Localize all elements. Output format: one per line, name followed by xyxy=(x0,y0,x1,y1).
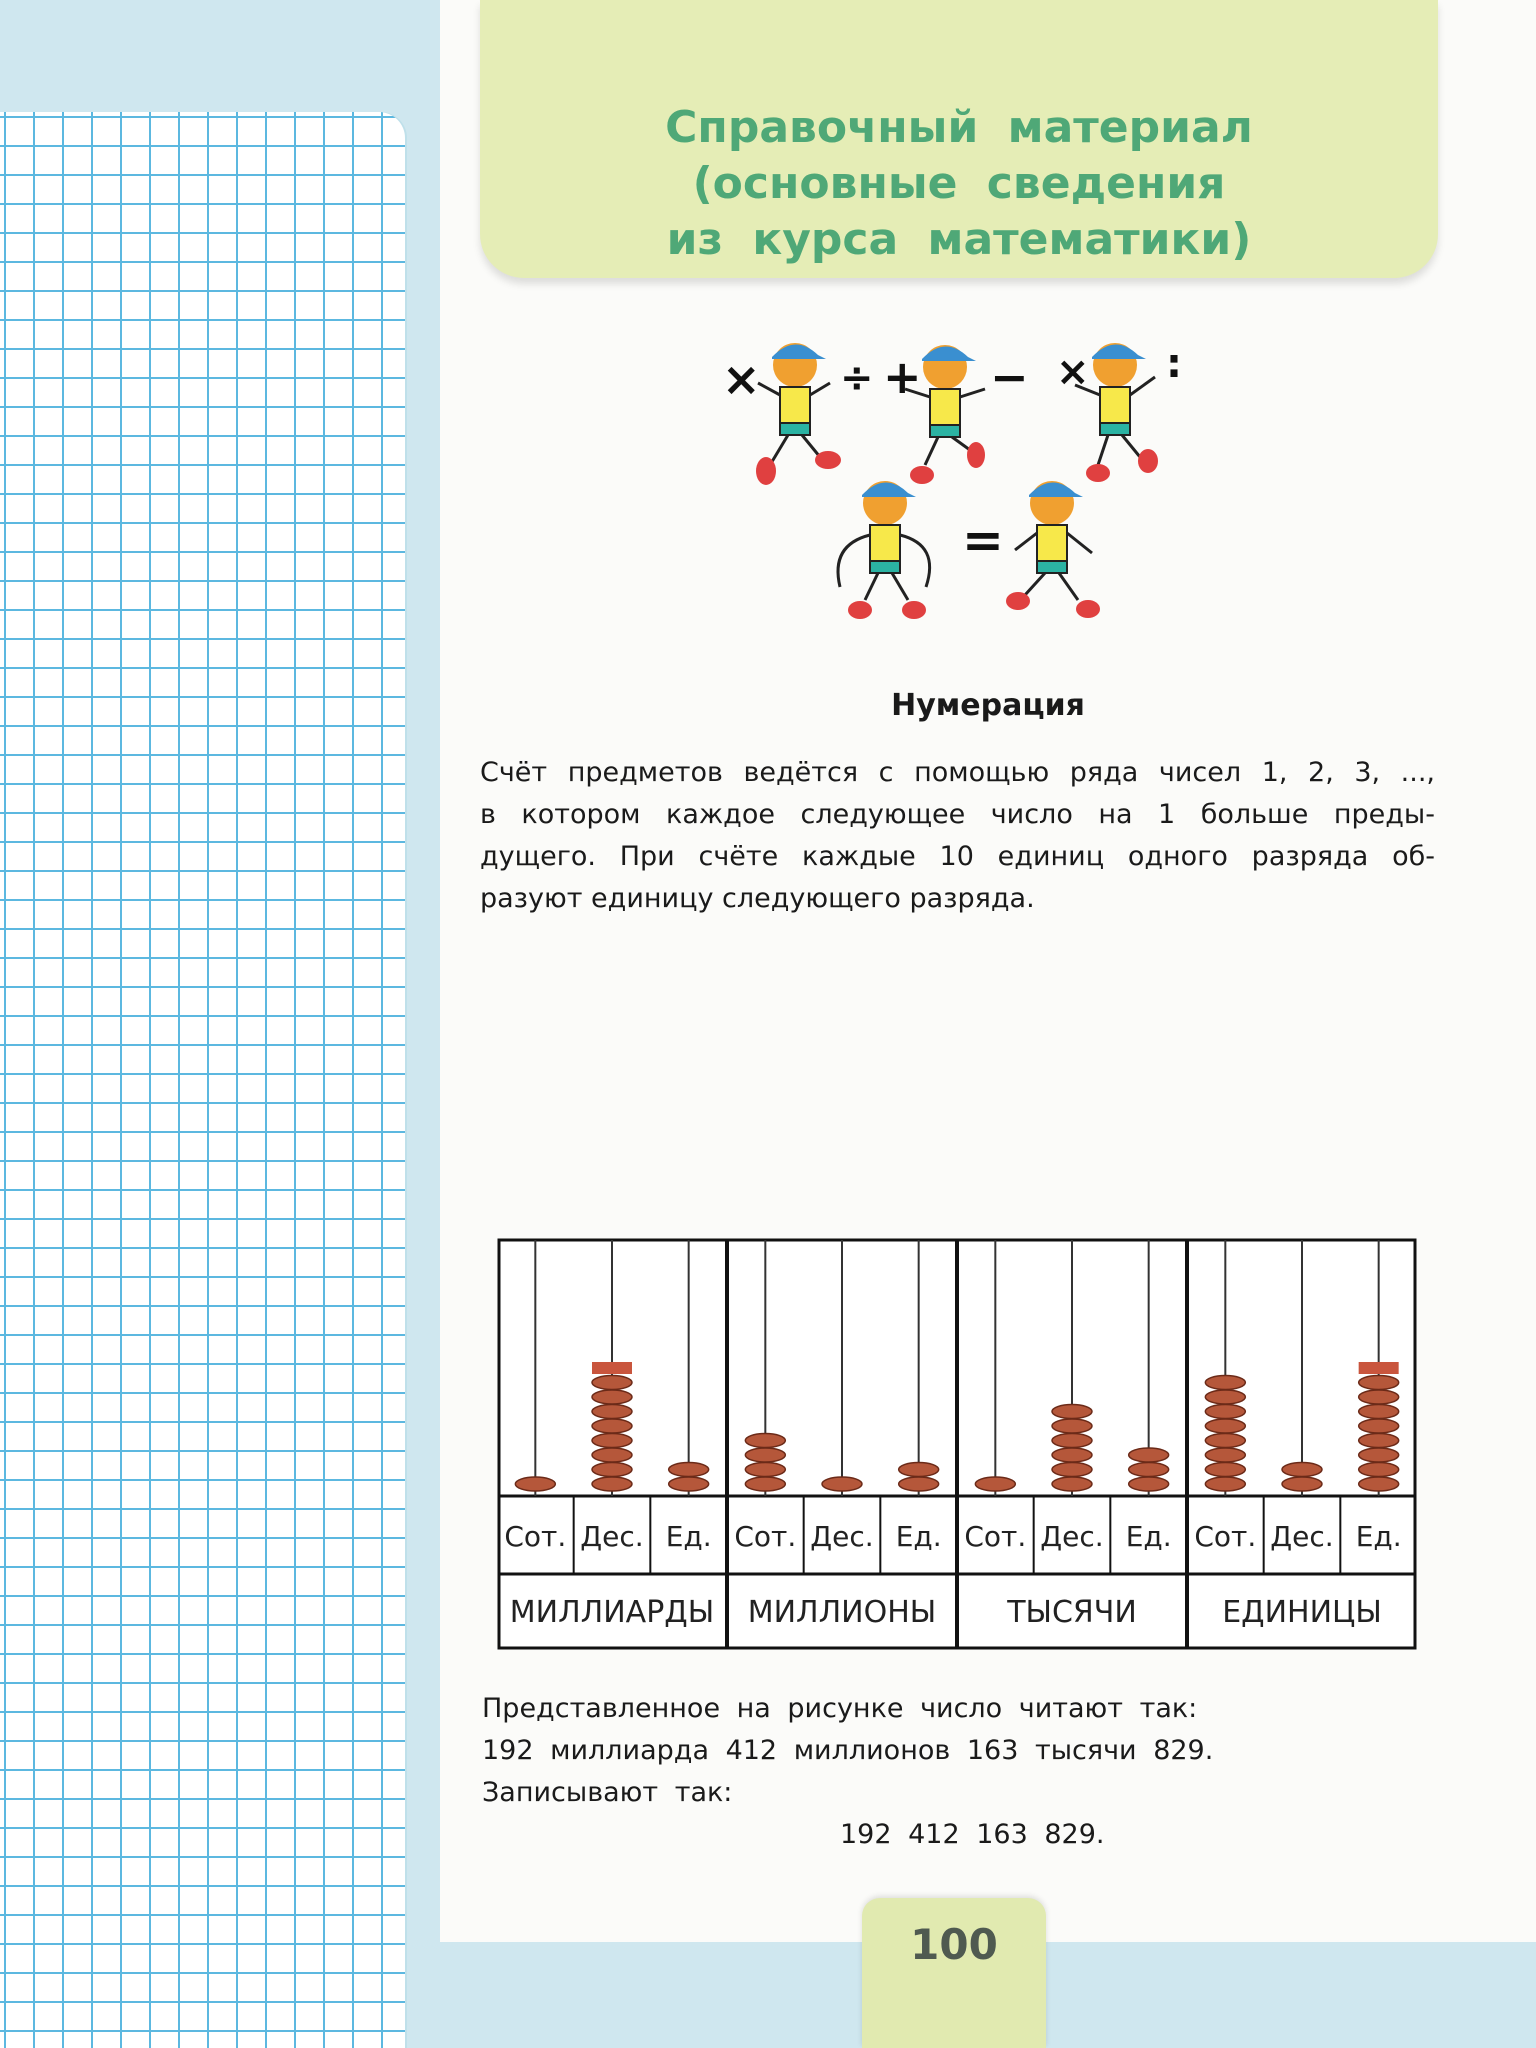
abacus-bead xyxy=(1205,1448,1245,1462)
abacus-bead xyxy=(592,1362,632,1374)
paragraph-line-2: в котором каждое следующее число на 1 больше преды- xyxy=(480,799,1435,830)
abacus-bead xyxy=(1129,1463,1169,1477)
reading-explanation xyxy=(482,1688,1382,1856)
abacus-bead xyxy=(1359,1463,1399,1477)
kid-figure-1 xyxy=(756,343,841,485)
math-kids-illustration xyxy=(700,325,1200,635)
abacus-bead xyxy=(745,1448,785,1462)
abacus-bead xyxy=(1359,1448,1399,1462)
abacus-place-value-diagram xyxy=(497,1238,1417,1652)
symbol-times: × xyxy=(722,352,761,406)
abacus-bead xyxy=(1052,1477,1092,1491)
paragraph-line-3: дущего. При счёте каждые 10 единиц одного разряда об- xyxy=(480,841,1435,872)
reading-line-1: Представленное на рисунке число читают так: xyxy=(482,1693,1198,1724)
abacus-bead xyxy=(515,1477,555,1491)
place-label: Сот. xyxy=(734,1520,797,1553)
class-label: МИЛЛИОНЫ xyxy=(747,1595,937,1630)
abacus-bead xyxy=(1282,1463,1322,1477)
abacus-bead xyxy=(1205,1419,1245,1433)
abacus-bead xyxy=(1052,1434,1092,1448)
title-line-3: из курса математики) xyxy=(666,214,1252,265)
abacus-bead xyxy=(745,1463,785,1477)
abacus-bead xyxy=(1052,1419,1092,1433)
abacus-bead xyxy=(1359,1434,1399,1448)
numeration-paragraph xyxy=(480,752,1435,920)
symbol-minus: − xyxy=(990,350,1029,404)
place-label: Ед. xyxy=(1355,1520,1402,1553)
abacus-bead xyxy=(1359,1376,1399,1390)
title-line-1: Справочный материал xyxy=(665,102,1253,153)
abacus-bead xyxy=(899,1477,939,1491)
class-label: МИЛЛИАРДЫ xyxy=(509,1595,715,1630)
abacus-bead xyxy=(1205,1376,1245,1390)
abacus-bead xyxy=(1205,1434,1245,1448)
title-banner xyxy=(480,0,1438,278)
symbol-equals: = xyxy=(962,511,1004,569)
abacus-bead xyxy=(1205,1463,1245,1477)
abacus-bead xyxy=(592,1419,632,1433)
abacus-bead xyxy=(745,1477,785,1491)
symbol-colon: : xyxy=(1166,341,1182,387)
symbol-times-2: × xyxy=(1056,349,1090,395)
kid-figure-4 xyxy=(838,481,930,619)
graph-paper-margin xyxy=(0,112,405,2048)
abacus-bead xyxy=(1205,1477,1245,1491)
abacus-bead xyxy=(592,1434,632,1448)
written-number: 192 412 163 829. xyxy=(840,1819,1105,1850)
section-heading: Нумерация xyxy=(891,688,1085,723)
page-number: 100 xyxy=(910,1920,998,1969)
abacus-bead xyxy=(669,1477,709,1491)
abacus-bead xyxy=(1282,1477,1322,1491)
place-label: Сот. xyxy=(1194,1520,1257,1553)
kid-figure-5 xyxy=(1006,481,1100,618)
abacus-bead xyxy=(1359,1405,1399,1419)
abacus-bead xyxy=(592,1376,632,1390)
title-line-2: (основные сведения xyxy=(692,158,1226,209)
place-label: Сот. xyxy=(504,1520,567,1553)
reading-line-3: Записывают так: xyxy=(482,1777,733,1808)
place-label: Сот. xyxy=(964,1520,1027,1553)
abacus-bead xyxy=(1052,1463,1092,1477)
abacus-bead xyxy=(1129,1477,1169,1491)
abacus-bead xyxy=(745,1434,785,1448)
abacus-bead xyxy=(1359,1390,1399,1404)
place-label: Ед. xyxy=(1125,1520,1172,1553)
place-label: Дес. xyxy=(810,1520,874,1553)
abacus-bead xyxy=(592,1390,632,1404)
paragraph-line-4: разуют единицу следующего разряда. xyxy=(480,883,1035,914)
abacus-bead xyxy=(1205,1405,1245,1419)
place-label: Ед. xyxy=(665,1520,712,1553)
abacus-bead xyxy=(899,1463,939,1477)
abacus-bead xyxy=(1052,1448,1092,1462)
place-label: Дес. xyxy=(1270,1520,1334,1553)
page-title xyxy=(480,100,1438,268)
abacus-bead xyxy=(1359,1419,1399,1433)
place-label: Ед. xyxy=(895,1520,942,1553)
abacus-bead xyxy=(592,1477,632,1491)
abacus-bead xyxy=(669,1463,709,1477)
class-label: ЕДИНИЦЫ xyxy=(1222,1595,1382,1630)
abacus-bead xyxy=(592,1463,632,1477)
abacus-bead xyxy=(1359,1362,1399,1374)
class-label: ТЫСЯЧИ xyxy=(1007,1595,1137,1630)
abacus-bead xyxy=(822,1477,862,1491)
symbol-plus: + xyxy=(883,350,922,404)
page-number-tab xyxy=(862,1898,1046,2048)
abacus-bead xyxy=(1129,1448,1169,1462)
place-label: Дес. xyxy=(580,1520,644,1553)
abacus-bead xyxy=(592,1448,632,1462)
paragraph-line-1: Счёт предметов ведётся с помощью ряда чисел 1, 2, 3, ..., xyxy=(480,757,1435,788)
symbol-divide: ÷ xyxy=(840,355,874,401)
reading-line-2: 192 миллиарда 412 миллионов 163 тысячи 829. xyxy=(482,1735,1214,1766)
abacus-bead xyxy=(975,1477,1015,1491)
abacus-bead xyxy=(1359,1477,1399,1491)
place-label: Дес. xyxy=(1040,1520,1104,1553)
abacus-bead xyxy=(592,1405,632,1419)
abacus-bead xyxy=(1052,1405,1092,1419)
abacus-bead xyxy=(1205,1390,1245,1404)
